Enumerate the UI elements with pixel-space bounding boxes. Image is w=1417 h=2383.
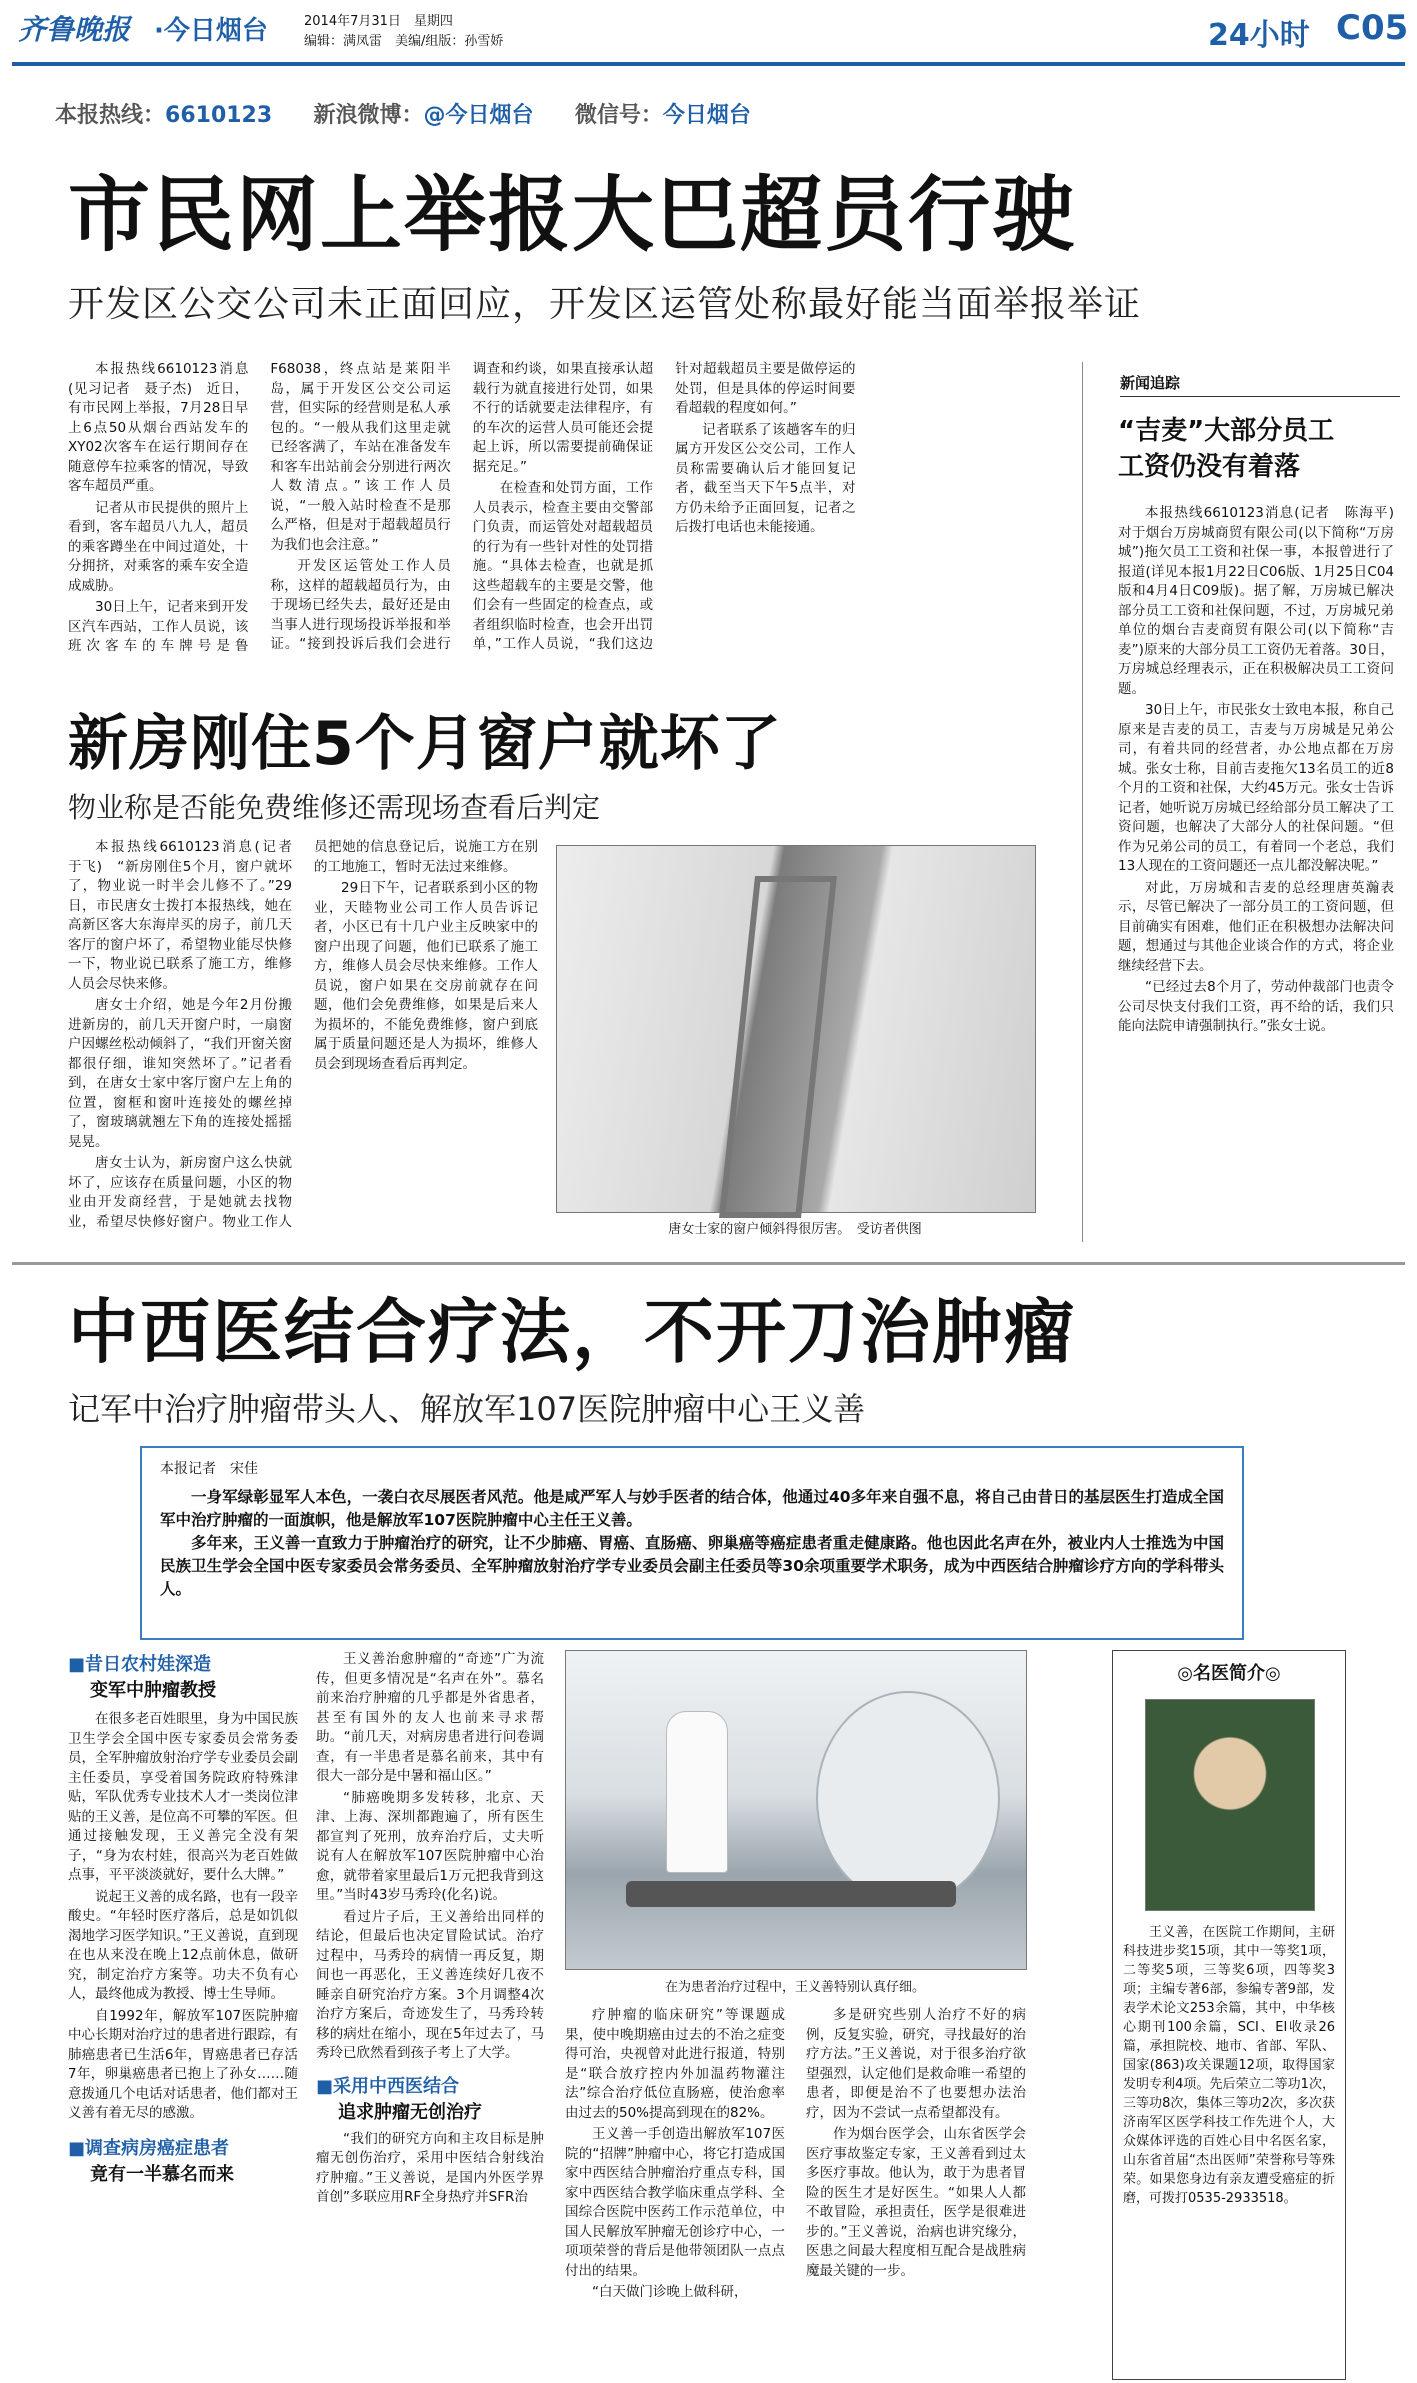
masthead-rule	[12, 62, 1405, 66]
editors: 编辑：满凤雷 美编/组版：孙雪娇	[304, 34, 504, 49]
story2-paragraph: 唐女士介绍，她是今年2月份搬进新房的，前几天开窗户时，一扇窗户因螺丝松动倾斜了，“我们开窗关窗都很仔细，谁知突然坏了。”记者看到，在唐女士家中客厅窗户左上角的位置，窗框和窗叶连接处的螺丝掉了，窗玻璃就翘左下角的连接处摇摇晃晃。	[68, 997, 292, 1150]
window-frame	[719, 876, 837, 1218]
subhead-1b: 变军中肿瘤教授	[90, 1680, 216, 1701]
masthead	[12, 0, 1409, 60]
page-number: C05	[1336, 8, 1409, 48]
bullet-icon: ■	[68, 2137, 86, 2159]
story3-paragraph: “白天做门诊晚上做科研，	[592, 2284, 748, 2300]
hotline-bar	[55, 98, 751, 129]
weixin-id: 今日烟台	[662, 103, 751, 128]
subhead-3b: 追求肿瘤无创治疗	[338, 2101, 482, 2123]
story1-paragraph: 记者联系了该趟客车的归属方开发区公交公司，工作人员称需要确认后才能回复记者，截至当天下午5点半，对方仍未给予正面回复，记者之后拨打电话也未能接通。	[675, 421, 856, 535]
hotline-label: 本报热线：	[55, 103, 166, 128]
story2-paragraph: 29日下午，记者联系到小区的物业，天睦物业公司工作人员告诉记者，小区已有十几户业主反映家中的窗户出现了问题，他们已联系了施工方，维修人员会尽快来维修。工作人员说，窗户如果在交房前就存在问题，他们会免费维修，如果是后来人为损坏的，不能免费维修，窗户到底属于质量问题还是人为损坏，维修人员会到现场查看后再判定。	[314, 880, 538, 1072]
story3-paragraph: 作为烟台医学会，山东省医学会医疗事故鉴定专家，王义善看到过太多医疗事故。他认为，敢于为患者冒险的医生才是好医生。“如果人人都不敢冒险，承担责任，医学是很难进步的。”王义善说，治病也讲究缘分，医患之间最大程度相互配合是战胜病魔最关键的一步。	[806, 2126, 1026, 2279]
section-name: ·今日烟台	[154, 16, 268, 46]
treatment-photo	[565, 1650, 1027, 1970]
sidebar-headline-1: “吉麦”大部分员工	[1118, 416, 1335, 446]
page-tag: 24小时	[1208, 18, 1310, 53]
story3-paragraph: “我们的研究方向和主攻目标是肿瘤无创伤治疗，采用中医结合射线治疗肿瘤。”王义善说，是国内外医学界首创”多联应用RF全身热疗并SFR治	[316, 2130, 544, 2205]
story3-paragraph: 说起王义善的成名路，也有一段辛酸史。“年轻时医疗落后，总是如饥似渴地学习医学知识。”王义善说，直到现在也从来没在晚上12点前休息，做研究，制定治疗方案等。功夫不负有心人，最终他成为教授、博士生导师。	[68, 1888, 298, 2002]
sidebar-headline-2: 工资仍没有着落	[1118, 452, 1301, 482]
story3-subheadline: 记军中治疗肿瘤带头人、解放军107医院肿瘤中心王义善	[68, 1390, 866, 1428]
story2-headline: 新房刚住5个月窗户就坏了	[68, 709, 782, 779]
story3-paragraph: “肺癌晚期多发转移，北京、天津、上海、深圳都跑遍了，所有医生都宣判了死刑，放弃治疗后，丈夫听说有人在解放军107医院肿瘤中心治愈，就带着家里最后1万元把我背到这里。”当时43岁马秀玲(化名)说。	[316, 1789, 544, 1903]
story1-paragraph: 在检查和处罚方面，工作人员表示，检查主要由交警部门负责，而运管处对超载超员的行为有一些针对性的处罚措施。“具体去检查，也就是抓这些超载车的主要是交警，他们会有一些固定的检查点，或者组织临时检查，也会开出罚单，”工作人员说，“我们这边针对超载超员主要是做停运的处罚，但是具体的停运时间要看超载的程度如何。”	[472, 361, 856, 652]
issue-date: 2014年7月31日 星期四	[304, 14, 453, 29]
sidebar-paragraph: 对此，万房城和吉麦的总经理唐英瀚表示，尽管已解决了一部分员工的工资问题，但目前确实有困难，他们正在积极想办法解决问题，想通过与其他企业谈合作的方式，将企业继续经营下去。	[1118, 879, 1394, 974]
story3-paragraph: 看过片子后，王义善给出同样的结论，但最后也决定冒险试试。治疗过程中，马秀玲的病情一再反复，期间也一再恶化，王义善连续好几夜不睡亲自研究治疗方案。3个月调整4次治疗方案后，奇迹发生了，马秀玲转移的病灶在缩小，现在5年过去了，马秀玲已欣然看到孩子考上了大学。	[316, 1908, 544, 2061]
sidebar-box	[1100, 362, 1408, 1242]
story3-col2	[316, 1650, 544, 2380]
story3-paragraph: 在很多老百姓眼里，身为中国民族卫生学会全国中医专家委员会常务委员，全军肿瘤放射治疗学专业委员会副主任委员，享受着国务院政府特殊津贴，军队优秀专业技术人才一类岗位津贴的王义善，是位高不可攀的军医。但通过接触发现，王义善完全没有架子，“身为农村娃，很高兴为老百姓做点事，平平淡淡就好，要什么大牌。”	[68, 1711, 298, 1883]
story1-paragraph: 30日上午，记者来到开发区汽车西站，工作人员说，该班次客车的车牌号是鲁F68038，终点站是莱阳半岛，属于开发区公交公司运营，但实际的经营则是私人承包的。“一般从我们这里走就已经客满了，车站在准备发车和客车出站前会分别进行两次人数清点。”该工作人员说，“一般入站时检查不是那么严格，但是对于超载超员行为我们也会注意。”	[68, 361, 451, 654]
subhead-3: ■采用中西医结合	[316, 2075, 460, 2097]
lead-box	[140, 1446, 1244, 1640]
portrait-photo	[1145, 1699, 1315, 1911]
story1-subheadline: 开发区公交公司未正面回应，开发区运管处称最好能当面举报举证	[68, 284, 1142, 325]
story3-col3	[565, 2006, 785, 2381]
story1-paragraph: 记者从市民提供的照片上看到，客车超员八九人，超员的乘客蹲坐在中间过道处，十分拥挤，对乘客的乘车安全造成威胁。	[68, 499, 249, 594]
story1-headline: 市民网上举报大巴超员行驶	[68, 168, 1077, 263]
weibo-handle: @今日烟台	[423, 103, 534, 128]
sidebar-paragraph: 30日上午，市民张女士致电本报，称自己原来是吉麦的员工，吉麦与万房城是兄弟公司，有着共同的经营者，办公地点都在万房城。张女士称，目前吉麦拖欠13名员工的近8个月的工资和社保，大约45万元。张女士告诉记者，她听说万房城已经给部分员工解决了工资问题，也解决了大部分人的社保问题。“但作为兄弟公司的员工，有着同一个老总，我们13人现在的工资问题还一点儿都没解决呢。”	[1118, 702, 1394, 874]
brand-logo: 齐鲁晚报	[18, 13, 131, 46]
story1-paragraph: 开发区运管处工作人员称，这样的超载超员行为，由于现场已经失去，最好还是由当事人进行现场投诉举报和举证。“接到投诉后我们会进行调查和约谈，如果直接承认超载行为就直接进行处罚，如果不行的话就要走法律程序，有的车次的运营人员可能还会提起上诉，所以需要提前确保证据充足。”	[270, 361, 654, 652]
story3-col4	[806, 2006, 1026, 2381]
lead-paragraph: 多年来，王义善一直致力于肿瘤治疗的研究，让不少肺癌、胃癌、直肠癌、卵巢癌等癌症患者重走健康路。他也因此名声在外，被业内人士推选为中国民族卫生学会全国中医专家委员会常务委员、全军肿瘤放射治疗学专业委员会副主任委员等30余项重要学术职务，成为中西医结合肿瘤诊疗方向的学科带头人。	[160, 1534, 1224, 1598]
hotline-number: 6610123	[165, 103, 273, 128]
story3-headline: 中西医结合疗法，不开刀治肿瘤	[68, 1291, 1076, 1373]
story2-photo-caption: 唐女士家的窗户倾斜得很厉害。 受访者供图	[668, 1222, 922, 1237]
story2-body	[68, 838, 538, 1258]
ct-scanner-shape	[816, 1691, 1000, 1905]
sidebar-tag-rule	[1120, 396, 1400, 397]
sidebar-tag: 新闻追踪	[1120, 374, 1181, 392]
sidebar-paragraph: 本报热线6610123消息(记者 陈海平) 对于烟台万房城商贸有限公司(以下简称“万房城”)拖欠员工工资和社保一事，本报曾进行了报道(详见本报1月22日C06版、1月25日C04版和4月4日C09版)。据了解，万房城已解决部分员工工资和社保问题，不过，万房城兄弟单位的烟台吉麦商贸有限公司(以下简称“吉麦”)原来的大部分员工工资仍无着落。30日，万房城总经理表示，正在积极解决员工工资问题。	[1118, 505, 1408, 697]
profile-box	[1112, 1650, 1346, 2380]
weibo-label: 新浪微博：	[313, 103, 424, 128]
lead-paragraph: 一身军绿彰显军人本色，一袭白衣尽展医者风范。他是咸严军人与妙手医者的结合体，他通过40多年来自强不息，将自己由昔日的基层医生打造成全国军中治疗肿瘤的一面旗帜，他是解放军107医院肿瘤中心主任王义善。	[160, 1488, 1224, 1529]
sidebar-body	[1118, 504, 1408, 1234]
bullet-icon: ■	[68, 1654, 86, 1675]
story3-paragraph: 王义善一手创造出解放军107医院的“招牌”肿瘤中心，将它打造成国家中西医结合肿瘤治疗重点专科，国家中西医结合教学临床重点学科、全国综合医院中医药工作示范单位，中国人民解放军肿瘤无创诊疗中心，一项项荣誉的背后是他带领团队一点点付出的结果。	[565, 2126, 785, 2279]
story2-paragraph: 唐女士认为，新房窗户这么快就坏了，应该存在质量问题，小区的物业由开发商经营，于是她就去找物业，希望尽快修好窗户。物业工作人员把她的信息登记后，说施工方在别的工地施工，暂时无法过来维修。	[68, 839, 538, 1230]
window-photo	[556, 845, 1036, 1213]
subhead-2b: 竟有一半慕名而来	[90, 2163, 234, 2185]
patient-bed	[626, 1881, 956, 1907]
story1-paragraph: 本报热线6610123消息(见习记者 聂子杰) 近日，有市民网上举报，7月28日早上6点50从烟台西站发车的XY02次客车在运行期间存在随意停车拉乘客的情况，导致客车超员严重。	[68, 361, 249, 494]
story3-photo-caption: 在为患者治疗过程中，王义善特别认真仔细。	[664, 1980, 925, 1995]
story3-paragraph: 多是研究些别人治疗不好的病例，反复实验，研究，寻找最好的治疗方法。”王义善说，对于很多治疗欲望强烈，认定他们是救命唯一希望的患者，即便是治不了也要想办法治疗，因为不尝试一点希望都没有。	[806, 2007, 1026, 2121]
sidebar-divider	[1082, 362, 1083, 1242]
story3-col1	[68, 1650, 298, 2380]
subhead-2: ■调查病房癌症患者	[68, 2137, 230, 2159]
story1-body	[68, 360, 1058, 660]
bullet-icon: ■	[316, 2075, 334, 2097]
subhead-1: ■昔日农村娃深造	[68, 1654, 212, 1675]
story3-paragraph: 疗肿瘤的临床研究”等课题成果，使中晚期癌由过去的不治之症变得可治，央视曾对此进行报道，特别是“联合放疗控内外加温药物灌注法”综合治疗低位直肠癌，使治愈率由过去的50%提高到现在的82%。	[565, 2007, 785, 2121]
story2-subheadline: 物业称是否能免费维修还需现场查看后判定	[68, 791, 601, 824]
lead-text	[160, 1486, 1224, 1601]
doctor-figure	[666, 1711, 728, 1873]
profile-title: ◎名医简介◎	[1177, 1663, 1281, 1684]
sidebar-paragraph: “已经过去8个月了，劳动仲裁部门也责令公司尽快支付我们工资，再不给的话，我们只能向法院申请强制执行。”张女士说。	[1118, 979, 1394, 1034]
story2-paragraph: 本报热线6610123消息(记者 于飞) “新房刚住5个月，窗户就坏了，物业说一时半会儿修不了。”29日，市民唐女士拨打本报热线，她在高新区客大东海岸买的房子，前几天客厅的窗户坏了，希望物业能尽快修一下，物业说已联系了施工方，维修人员会尽快来修。	[68, 839, 306, 992]
profile-text: 王义善，在医院工作期间，主研科技进步奖15项，其中一等奖1项，二等奖5项，三等奖6项，四等奖3项；主编专著6部，参编专著9部，发表学术论文253余篇，其中，中华核心期刊100余篇，SCI、EI收录26篇，承担院校、地市、省部、军队、国家(863)攻关课题12项，取得国家发明专利4项。先后荣立二等功1次，三等功8次，集体三等功2次，多次获济南军区医学科技工作先进个人，大众媒体评选的百姓心目中名医名家，山东省首届“杰出医师”荣誉称号等殊荣。如果您身边有亲友遭受癌症的折磨，可拨打0535-2933518。	[1123, 1925, 1335, 2206]
section-divider	[12, 1262, 1405, 1265]
story3-paragraph: 王义善治愈肿瘤的“奇迹”广为流传，但更多情况是“名声在外”。慕名前来治疗肿瘤的几乎都是外省患者，甚至有国外的友人也前来寻求帮助。“前几天，对病房患者进行问卷调查，有一半患者是慕名前来，其中有很大一部分是中暑和福山区。”	[316, 1651, 544, 1784]
weixin-label: 微信号：	[574, 103, 663, 128]
story3-paragraph: 自1992年，解放军107医院肿瘤中心长期对治疗过的患者进行跟踪，有肺癌患者已生活6年，胃癌患者已存活7年，卵巢癌患者已抱上了孙女……随意拨通几个电话对话患者，他们都对王义善有着无尽的感激。	[68, 2007, 298, 2121]
lead-byline: 本报记者 宋佳	[160, 1461, 258, 1477]
